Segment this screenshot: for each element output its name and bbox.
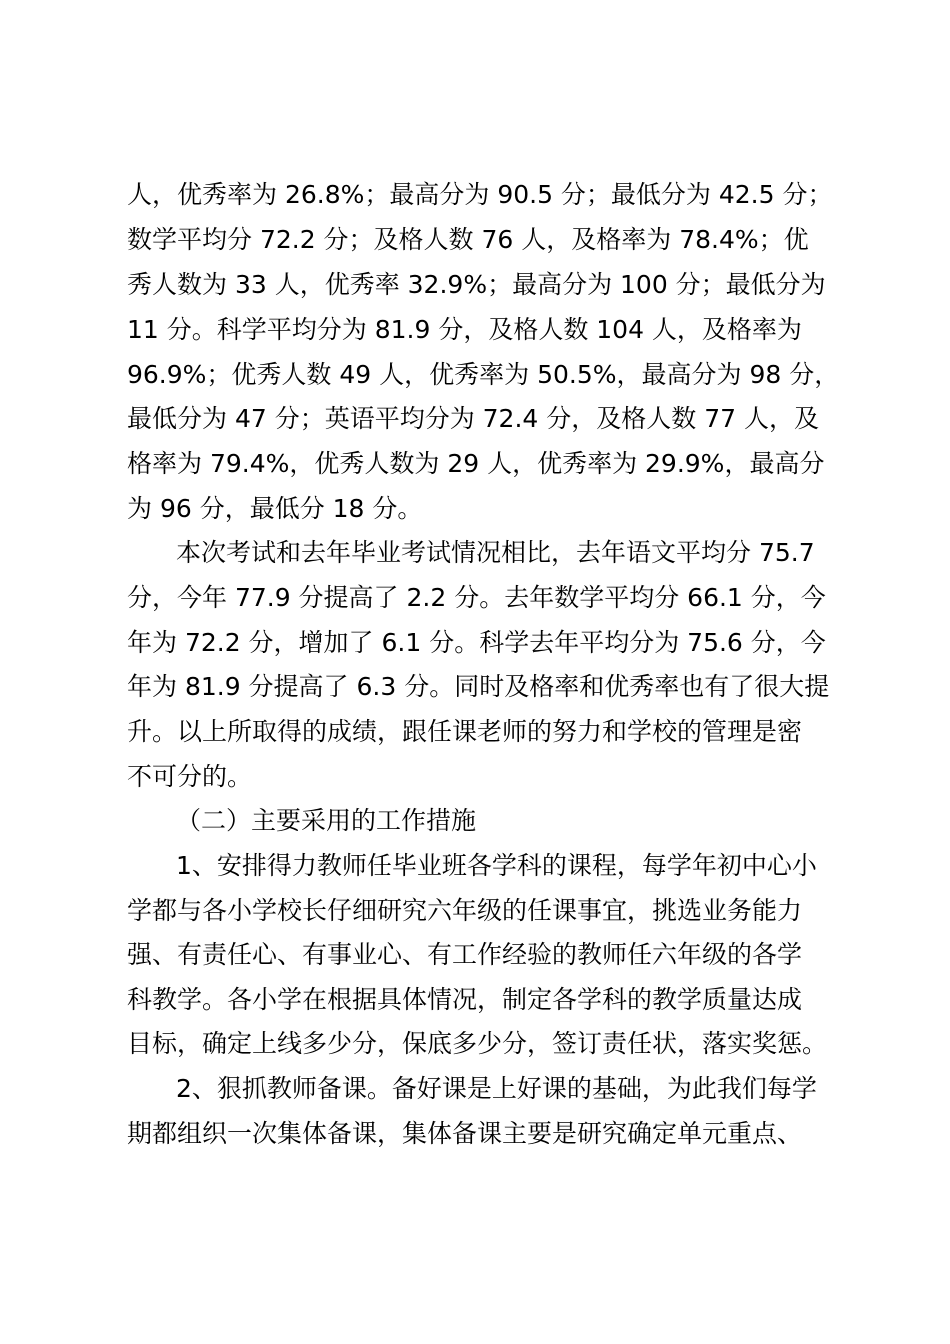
text-line: 分，今年 77.9 分提高了 2.2 分。去年数学平均分 66.1 分，今 — [127, 583, 826, 612]
text-line: 96.9%；优秀人数 49 人，优秀率为 50.5%，最高分为 98 分， — [127, 360, 840, 389]
text-line: 强、有责任心、有事业心、有工作经验的教师任六年级的各学 — [127, 940, 803, 969]
text-line: 科教学。各小学在根据具体情况，制定各学科的教学质量达成 — [127, 985, 803, 1014]
text-line: 升。以上所取得的成绩，跟任课老师的努力和学校的管理是密 — [127, 717, 803, 746]
text-line: 年为 72.2 分，增加了 6.1 分。科学去年平均分为 75.6 分，今 — [127, 628, 826, 657]
text-line: 数学平均分 72.2 分；及格人数 76 人，及格率为 78.4%；优 — [127, 225, 809, 254]
paragraph-first-line: 本次考试和去年毕业考试情况相比，去年语文平均分 75.7 — [176, 538, 815, 567]
text-line: 期都组织一次集体备课，集体备课主要是研究确定单元重点、 — [127, 1119, 803, 1148]
text-line: 不可分的。 — [127, 762, 253, 791]
section-heading: （二）主要采用的工作措施 — [176, 806, 477, 835]
text-line: 目标，确定上线多少分，保底多少分，签订责任状，落实奖惩。 — [127, 1029, 828, 1058]
text-line: 年为 81.9 分提高了 6.3 分。同时及格率和优秀率也有了很大提 — [127, 672, 830, 701]
text-line: 11 分。科学平均分为 81.9 分，及格人数 104 人，及格率为 — [127, 315, 802, 344]
text-line: 秀人数为 33 人，优秀率 32.9%；最高分为 100 分；最低分为 — [127, 270, 826, 299]
text-line: 学都与各小学校长仔细研究六年级的任课事宜，挑选业务能力 — [127, 896, 803, 925]
text-line: 格率为 79.4%，优秀人数为 29 人，优秀率为 29.9%，最高分 — [127, 449, 825, 478]
text-line: 最低分为 47 分；英语平均分为 72.4 分，及格人数 77 人，及 — [127, 404, 819, 433]
text-line: 为 96 分，最低分 18 分。 — [127, 494, 423, 523]
paragraph-first-line: 1、安排得力教师任毕业班各学科的课程，每学年初中心小 — [176, 851, 817, 880]
paragraph-first-line: 2、狠抓教师备课。备好课是上好课的基础，为此我们每学 — [176, 1074, 817, 1103]
text-line: 人，优秀率为 26.8%；最高分为 90.5 分；最低分为 42.5 分； — [127, 180, 833, 209]
